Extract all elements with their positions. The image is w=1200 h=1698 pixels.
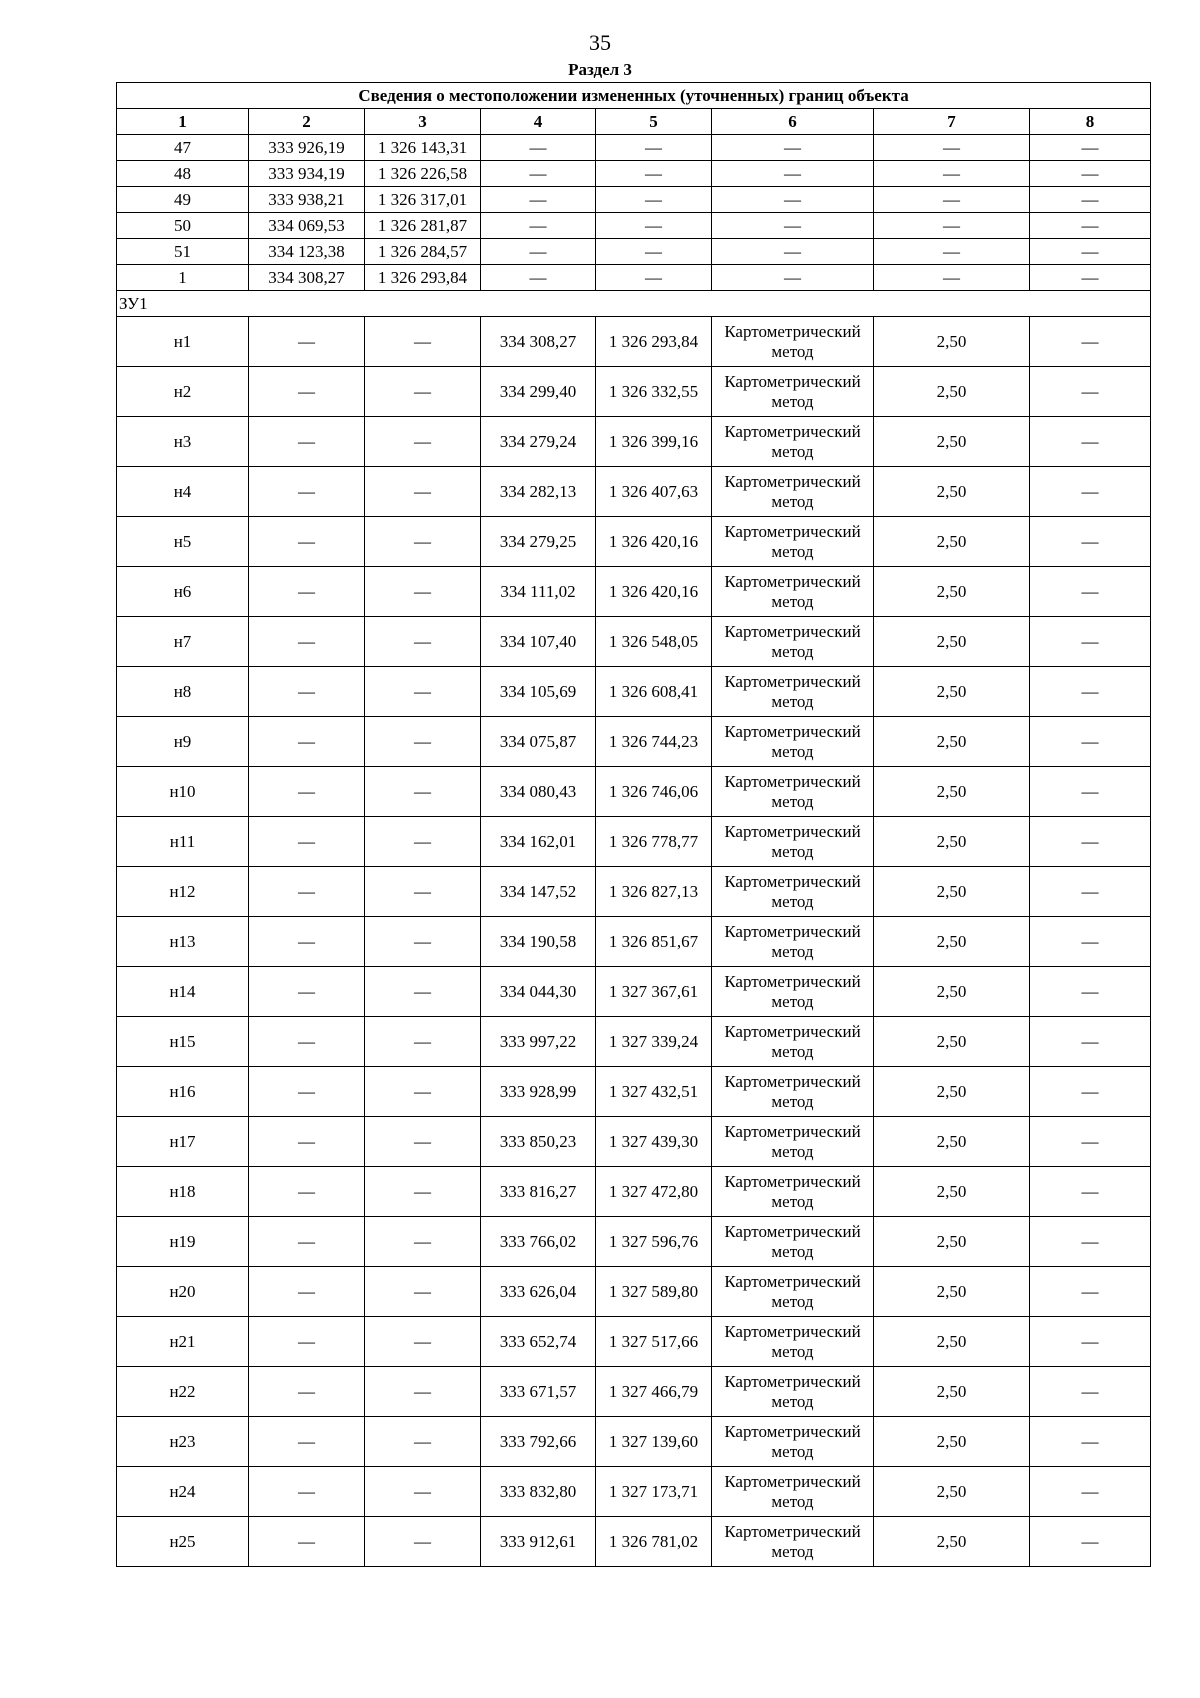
- table-cell: —: [1030, 567, 1151, 617]
- table-cell: 334 308,27: [249, 265, 365, 291]
- table-cell: —: [249, 1017, 365, 1067]
- table-cell: —: [365, 417, 481, 467]
- table-cell: н14: [117, 967, 249, 1017]
- table-cell: 50: [117, 213, 249, 239]
- method-cell: Картометрический метод: [712, 417, 874, 467]
- table-cell: 51: [117, 239, 249, 265]
- table-cell: —: [712, 161, 874, 187]
- method-cell: Картометрический метод: [712, 667, 874, 717]
- table-row: [117, 1417, 1151, 1467]
- table-cell: 1 326 608,41: [596, 667, 712, 717]
- table-row: [117, 1217, 1151, 1267]
- table-cell: 1 326 407,63: [596, 467, 712, 517]
- table-cell: 1 327 466,79: [596, 1367, 712, 1417]
- table-cell: 1 327 367,61: [596, 967, 712, 1017]
- table-cell: 1 326 399,16: [596, 417, 712, 467]
- table-cell: 1 326 281,87: [365, 213, 481, 239]
- table-cell: —: [874, 187, 1030, 213]
- table-cell: н18: [117, 1167, 249, 1217]
- table-cell: 2,50: [874, 317, 1030, 367]
- table-cell: 2,50: [874, 1517, 1030, 1567]
- table-cell: —: [365, 717, 481, 767]
- method-cell: Картометрический метод: [712, 767, 874, 817]
- table-cell: —: [365, 867, 481, 917]
- table-cell: —: [596, 265, 712, 291]
- boundary-table: [116, 82, 1151, 1567]
- table-cell: н8: [117, 667, 249, 717]
- method-cell: Картометрический метод: [712, 567, 874, 617]
- table-row: [117, 1267, 1151, 1317]
- method-cell: Картометрический метод: [712, 617, 874, 667]
- table-cell: 1 327 432,51: [596, 1067, 712, 1117]
- table-cell: н23: [117, 1417, 249, 1467]
- table-cell: —: [1030, 667, 1151, 717]
- table-cell: —: [1030, 1117, 1151, 1167]
- table-cell: 1 327 173,71: [596, 1467, 712, 1517]
- table-cell: 2,50: [874, 1017, 1030, 1067]
- table-row: [117, 1317, 1151, 1367]
- table-cell: 334 111,02: [481, 567, 596, 617]
- table-cell: 49: [117, 187, 249, 213]
- table-cell: 1 326 284,57: [365, 239, 481, 265]
- table-cell: 333 832,80: [481, 1467, 596, 1517]
- method-cell: Картометрический метод: [712, 1467, 874, 1517]
- table-cell: —: [365, 367, 481, 417]
- table-cell: 2,50: [874, 1417, 1030, 1467]
- page-number: 35: [589, 30, 611, 55]
- table-cell: —: [1030, 1317, 1151, 1367]
- method-cell: Картометрический метод: [712, 917, 874, 967]
- table-cell: 1 327 472,80: [596, 1167, 712, 1217]
- table-cell: 334 308,27: [481, 317, 596, 367]
- table-cell: 2,50: [874, 1267, 1030, 1317]
- table-cell: —: [365, 1417, 481, 1467]
- table-cell: 334 282,13: [481, 467, 596, 517]
- method-cell: Картометрический метод: [712, 517, 874, 567]
- table-cell: 334 123,38: [249, 239, 365, 265]
- table-cell: 2,50: [874, 1317, 1030, 1367]
- table-cell: 2,50: [874, 1367, 1030, 1417]
- table-row: [117, 467, 1151, 517]
- table-cell: —: [365, 1017, 481, 1067]
- table-cell: 334 279,24: [481, 417, 596, 467]
- table-cell: 333 938,21: [249, 187, 365, 213]
- table-cell: —: [249, 1067, 365, 1117]
- table-cell: —: [596, 135, 712, 161]
- table-cell: 333 792,66: [481, 1417, 596, 1467]
- table-cell: 1 326 420,16: [596, 567, 712, 617]
- table-cell: н5: [117, 517, 249, 567]
- table-cell: н1: [117, 317, 249, 367]
- table-cell: —: [365, 1117, 481, 1167]
- table-row: [117, 567, 1151, 617]
- table-row: [117, 1517, 1151, 1567]
- column-header: 1: [117, 109, 249, 135]
- table-cell: —: [1030, 135, 1151, 161]
- column-header-row: [117, 109, 1151, 135]
- table-cell: —: [481, 265, 596, 291]
- table-cell: —: [1030, 817, 1151, 867]
- table-cell: 1 327 439,30: [596, 1117, 712, 1167]
- table-row: [117, 517, 1151, 567]
- table-cell: —: [874, 161, 1030, 187]
- table-cell: —: [249, 817, 365, 867]
- table-row: [117, 1367, 1151, 1417]
- table-cell: 2,50: [874, 517, 1030, 567]
- table-cell: 1 326 420,16: [596, 517, 712, 567]
- table-cell: —: [365, 517, 481, 567]
- section-title: Раздел 3: [568, 60, 632, 79]
- table-cell: —: [1030, 239, 1151, 265]
- table-title-row: [117, 83, 1151, 109]
- table-cell: 2,50: [874, 967, 1030, 1017]
- table-cell: —: [1030, 1167, 1151, 1217]
- table-cell: —: [874, 135, 1030, 161]
- table-row: [117, 367, 1151, 417]
- column-header: 5: [596, 109, 712, 135]
- table-cell: —: [1030, 917, 1151, 967]
- table-cell: 334 080,43: [481, 767, 596, 817]
- table-cell: 334 075,87: [481, 717, 596, 767]
- table-cell: 334 299,40: [481, 367, 596, 417]
- table-cell: 2,50: [874, 467, 1030, 517]
- table-cell: —: [365, 1167, 481, 1217]
- table-cell: 1 327 339,24: [596, 1017, 712, 1067]
- table-cell: —: [1030, 767, 1151, 817]
- table-cell: —: [249, 1117, 365, 1167]
- table-cell: —: [365, 567, 481, 617]
- table-cell: 333 928,99: [481, 1067, 596, 1117]
- table-cell: —: [365, 1267, 481, 1317]
- table-cell: —: [712, 135, 874, 161]
- table-cell: —: [1030, 1267, 1151, 1317]
- table-cell: 2,50: [874, 717, 1030, 767]
- table-cell: 333 652,74: [481, 1317, 596, 1367]
- table-cell: н12: [117, 867, 249, 917]
- table-cell: —: [1030, 1217, 1151, 1267]
- table-cell: 2,50: [874, 1467, 1030, 1517]
- table-cell: 333 934,19: [249, 161, 365, 187]
- table-cell: —: [365, 967, 481, 1017]
- table-row: [117, 187, 1151, 213]
- table-cell: н17: [117, 1117, 249, 1167]
- table-cell: —: [1030, 717, 1151, 767]
- table-row: [117, 717, 1151, 767]
- table-row: [117, 767, 1151, 817]
- table-cell: н7: [117, 617, 249, 667]
- table-cell: 1 326 143,31: [365, 135, 481, 161]
- table-cell: —: [1030, 867, 1151, 917]
- table-cell: —: [596, 187, 712, 213]
- table-row: [117, 1117, 1151, 1167]
- table-cell: —: [1030, 187, 1151, 213]
- table-cell: —: [249, 517, 365, 567]
- table-cell: —: [249, 317, 365, 367]
- table-cell: 333 626,04: [481, 1267, 596, 1317]
- table-cell: —: [1030, 161, 1151, 187]
- table-cell: 2,50: [874, 417, 1030, 467]
- table-cell: 2,50: [874, 1217, 1030, 1267]
- table-cell: —: [1030, 1517, 1151, 1567]
- table-cell: 1 326 781,02: [596, 1517, 712, 1567]
- table-cell: —: [365, 317, 481, 367]
- table-cell: 1: [117, 265, 249, 291]
- table-cell: н25: [117, 1517, 249, 1567]
- table-cell: —: [1030, 617, 1151, 667]
- table-cell: 1 326 293,84: [596, 317, 712, 367]
- method-cell: Картометрический метод: [712, 317, 874, 367]
- table-cell: 1 327 517,66: [596, 1317, 712, 1367]
- table-cell: —: [365, 1317, 481, 1367]
- table-cell: 1 327 596,76: [596, 1217, 712, 1267]
- table-cell: 333 997,22: [481, 1017, 596, 1067]
- table-row: [117, 417, 1151, 467]
- method-cell: Картометрический метод: [712, 1367, 874, 1417]
- method-cell: Картометрический метод: [712, 1317, 874, 1367]
- table-cell: —: [249, 617, 365, 667]
- table-row: [117, 817, 1151, 867]
- table-cell: —: [481, 135, 596, 161]
- table-cell: 1 327 589,80: [596, 1267, 712, 1317]
- table-cell: 333 671,57: [481, 1367, 596, 1417]
- table-cell: 1 326 851,67: [596, 917, 712, 967]
- table-cell: —: [365, 1067, 481, 1117]
- table-row: [117, 135, 1151, 161]
- table-cell: 2,50: [874, 867, 1030, 917]
- table-cell: 334 190,58: [481, 917, 596, 967]
- table-cell: —: [365, 767, 481, 817]
- parcel-label-row: [117, 291, 1151, 317]
- column-header: 2: [249, 109, 365, 135]
- table-cell: н22: [117, 1367, 249, 1417]
- table-cell: н3: [117, 417, 249, 467]
- table-cell: —: [1030, 1017, 1151, 1067]
- column-header: 7: [874, 109, 1030, 135]
- table-cell: 334 279,25: [481, 517, 596, 567]
- method-cell: Картометрический метод: [712, 1517, 874, 1567]
- method-cell: Картометрический метод: [712, 717, 874, 767]
- table-cell: —: [1030, 1067, 1151, 1117]
- table-row: [117, 1167, 1151, 1217]
- table-cell: —: [249, 1367, 365, 1417]
- table-cell: —: [365, 917, 481, 967]
- table-row: [117, 265, 1151, 291]
- table-cell: —: [249, 1467, 365, 1517]
- table-cell: —: [481, 213, 596, 239]
- method-cell: Картометрический метод: [712, 1217, 874, 1267]
- table-cell: 333 766,02: [481, 1217, 596, 1267]
- table-cell: 1 326 744,23: [596, 717, 712, 767]
- table-cell: —: [874, 239, 1030, 265]
- table-cell: 47: [117, 135, 249, 161]
- table-cell: —: [249, 1267, 365, 1317]
- table-cell: —: [365, 1367, 481, 1417]
- table-cell: н2: [117, 367, 249, 417]
- table-cell: н21: [117, 1317, 249, 1367]
- table-cell: —: [712, 213, 874, 239]
- method-cell: Картометрический метод: [712, 867, 874, 917]
- table-cell: н20: [117, 1267, 249, 1317]
- table-cell: —: [249, 367, 365, 417]
- table-cell: 1 326 827,13: [596, 867, 712, 917]
- table-row: [117, 867, 1151, 917]
- table-cell: —: [1030, 967, 1151, 1017]
- table-cell: 333 912,61: [481, 1517, 596, 1567]
- method-cell: Картометрический метод: [712, 1017, 874, 1067]
- method-cell: Картометрический метод: [712, 467, 874, 517]
- method-cell: Картометрический метод: [712, 967, 874, 1017]
- table-cell: —: [1030, 1467, 1151, 1517]
- table-cell: 333 850,23: [481, 1117, 596, 1167]
- table-cell: 2,50: [874, 767, 1030, 817]
- table-cell: —: [365, 817, 481, 867]
- table-cell: —: [249, 867, 365, 917]
- column-header: 3: [365, 109, 481, 135]
- table-cell: —: [1030, 417, 1151, 467]
- table-cell: 334 044,30: [481, 967, 596, 1017]
- table-cell: —: [249, 417, 365, 467]
- table-cell: —: [596, 239, 712, 265]
- table-cell: —: [1030, 367, 1151, 417]
- table-cell: 333 816,27: [481, 1167, 596, 1217]
- table-cell: н4: [117, 467, 249, 517]
- table-cell: —: [481, 239, 596, 265]
- table-cell: 2,50: [874, 617, 1030, 667]
- table-cell: —: [249, 1417, 365, 1467]
- table-cell: 2,50: [874, 1117, 1030, 1167]
- table-row: [117, 239, 1151, 265]
- table-cell: 1 326 778,77: [596, 817, 712, 867]
- table-cell: 2,50: [874, 1067, 1030, 1117]
- table-cell: —: [712, 187, 874, 213]
- method-cell: Картометрический метод: [712, 1167, 874, 1217]
- table-cell: 2,50: [874, 567, 1030, 617]
- table-cell: 1 326 332,55: [596, 367, 712, 417]
- method-cell: Картометрический метод: [712, 1117, 874, 1167]
- table-cell: 2,50: [874, 1167, 1030, 1217]
- table-cell: —: [1030, 517, 1151, 567]
- table-cell: —: [249, 967, 365, 1017]
- table-cell: —: [1030, 213, 1151, 239]
- table-cell: —: [1030, 317, 1151, 367]
- table-cell: —: [249, 567, 365, 617]
- table-cell: 1 327 139,60: [596, 1417, 712, 1467]
- table-row: [117, 917, 1151, 967]
- table-cell: 48: [117, 161, 249, 187]
- column-header: 8: [1030, 109, 1151, 135]
- table-cell: —: [481, 187, 596, 213]
- table-cell: 334 162,01: [481, 817, 596, 867]
- table-cell: —: [365, 1217, 481, 1267]
- table-cell: —: [1030, 467, 1151, 517]
- table-cell: —: [1030, 265, 1151, 291]
- column-header: 6: [712, 109, 874, 135]
- table-row: [117, 1067, 1151, 1117]
- table-row: [117, 667, 1151, 717]
- table-title: Сведения о местоположении измененных (уточненных) границ объекта: [117, 83, 1151, 109]
- table-cell: 334 069,53: [249, 213, 365, 239]
- table-cell: —: [1030, 1367, 1151, 1417]
- table-row: [117, 317, 1151, 367]
- method-cell: Картометрический метод: [712, 817, 874, 867]
- table-cell: —: [249, 1317, 365, 1367]
- table-cell: —: [596, 161, 712, 187]
- table-cell: 1 326 548,05: [596, 617, 712, 667]
- table-row: [117, 967, 1151, 1017]
- table-cell: —: [365, 617, 481, 667]
- table-cell: 2,50: [874, 667, 1030, 717]
- table-cell: —: [249, 667, 365, 717]
- table-cell: н24: [117, 1467, 249, 1517]
- table-cell: —: [249, 1217, 365, 1267]
- method-cell: Картометрический метод: [712, 1267, 874, 1317]
- table-cell: —: [365, 667, 481, 717]
- table-row: [117, 1017, 1151, 1067]
- table-row: [117, 1467, 1151, 1517]
- table-cell: 1 326 746,06: [596, 767, 712, 817]
- table-row: [117, 213, 1151, 239]
- table-cell: н16: [117, 1067, 249, 1117]
- table-cell: н10: [117, 767, 249, 817]
- table-cell: —: [249, 767, 365, 817]
- table-cell: 334 105,69: [481, 667, 596, 717]
- table-cell: 2,50: [874, 817, 1030, 867]
- table-cell: —: [365, 1467, 481, 1517]
- table-cell: н15: [117, 1017, 249, 1067]
- table-cell: 2,50: [874, 917, 1030, 967]
- method-cell: Картометрический метод: [712, 1417, 874, 1467]
- table-cell: 1 326 317,01: [365, 187, 481, 213]
- table-cell: —: [249, 467, 365, 517]
- table-cell: —: [596, 213, 712, 239]
- parcel-label: ЗУ1: [117, 291, 1151, 317]
- table-cell: 2,50: [874, 367, 1030, 417]
- table-cell: 333 926,19: [249, 135, 365, 161]
- table-row: [117, 617, 1151, 667]
- table-cell: —: [1030, 1417, 1151, 1467]
- table-cell: —: [874, 265, 1030, 291]
- table-cell: н13: [117, 917, 249, 967]
- table-cell: 1 326 226,58: [365, 161, 481, 187]
- table-cell: 1 326 293,84: [365, 265, 481, 291]
- method-cell: Картометрический метод: [712, 367, 874, 417]
- table-cell: —: [249, 717, 365, 767]
- table-cell: н11: [117, 817, 249, 867]
- table-row: [117, 161, 1151, 187]
- method-cell: Картометрический метод: [712, 1067, 874, 1117]
- table-cell: —: [249, 917, 365, 967]
- table-cell: —: [249, 1167, 365, 1217]
- table-cell: н9: [117, 717, 249, 767]
- table-cell: —: [712, 239, 874, 265]
- table-cell: —: [712, 265, 874, 291]
- table-cell: —: [481, 161, 596, 187]
- table-cell: —: [365, 467, 481, 517]
- table-cell: 334 147,52: [481, 867, 596, 917]
- table-cell: —: [874, 213, 1030, 239]
- table-cell: —: [365, 1517, 481, 1567]
- column-header: 4: [481, 109, 596, 135]
- table-cell: н6: [117, 567, 249, 617]
- table-cell: н19: [117, 1217, 249, 1267]
- table-cell: 334 107,40: [481, 617, 596, 667]
- table-cell: —: [249, 1517, 365, 1567]
